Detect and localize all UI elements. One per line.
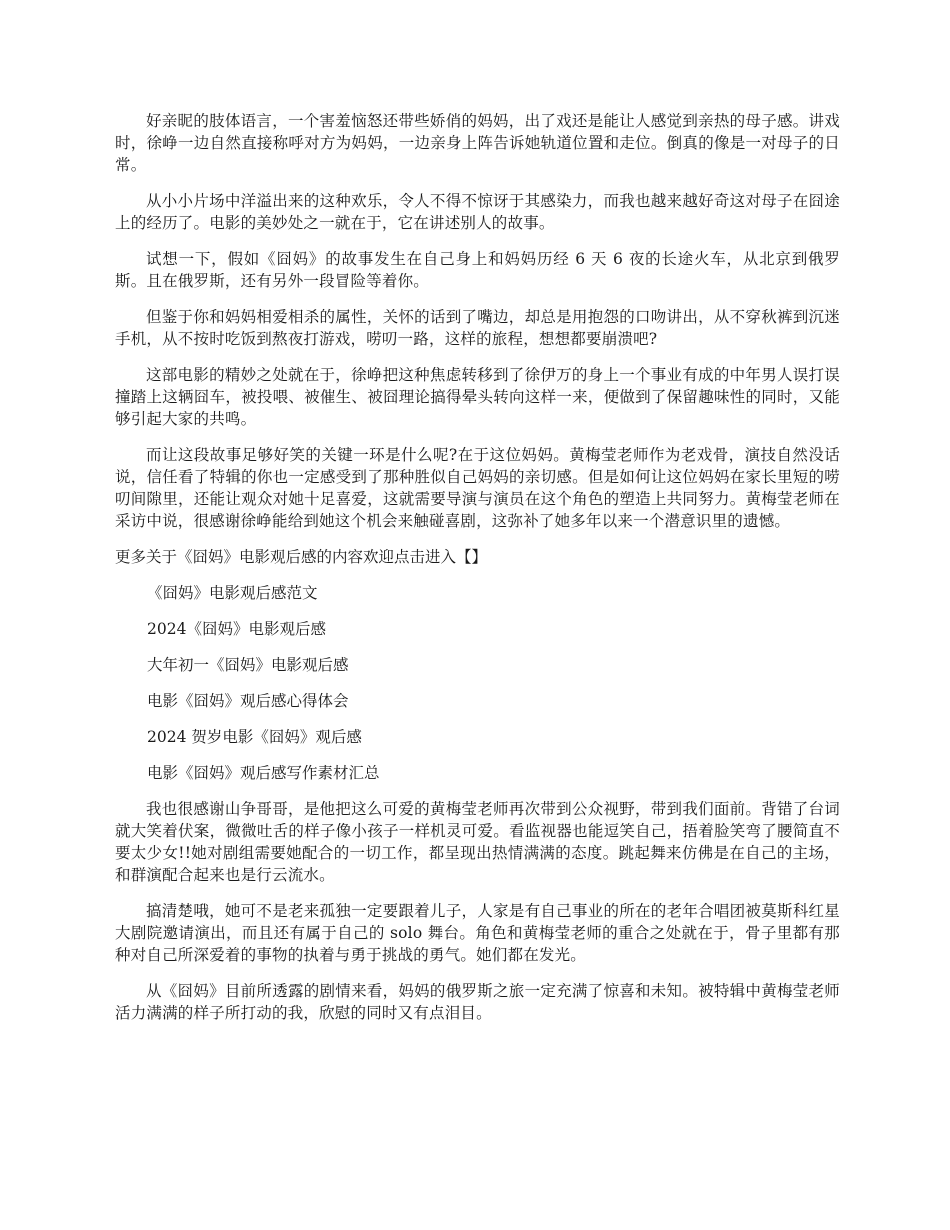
paragraph: 我也很感谢山争哥哥，是他把这么可爱的黄梅莹老师再次带到公众视野，带到我们面前。背错了台词就大笑着伏案，微微吐舌的样子像小孩子一样机灵可爱。看监视器也能逗笑自己，捂着脸笑弯了腰简直不要太少女!!她对剧组需要她配合的一切工作，都呈现出热情满满的态度。跳起舞来仿佛是在自己的主场，和群演配合起来也是行云流水。 <box>115 800 840 884</box>
more-articles-prompt: 更多关于《囧妈》电影观后感的内容欢迎点击进入【】 <box>115 548 488 566</box>
paragraph: 而让这段故事足够好笑的关键一环是什么呢?在于这位妈妈。黄梅莹老师作为老戏骨，演技自然没话说，信任看了特辑的你也一定感受到了那种胜似自己妈妈的亲切感。但是如何让这位妈妈在家长里短的唠叨间隙里，还能让观众对她十足喜爱，这就需要导演与演员在这个角色的塑造上共同努力。黄梅莹老师在采访中说，很感谢徐峥能给到她这个机会来触碰喜剧，这弥补了她多年以来一个潜意识里的遗憾。 <box>115 446 840 530</box>
paragraph: 从《囧妈》目前所透露的剧情来看，妈妈的俄罗斯之旅一定充满了惊喜和未知。被特辑中黄梅莹老师活力满满的样子所打动的我，欣慰的同时又有点泪目。 <box>115 982 840 1022</box>
paragraph: 搞清楚哦，她可不是老来孤独一定要跟着儿子，人家是有自己事业的所在的老年合唱团被莫斯科红星大剧院邀请演出，而且还有属于自己的 solo 舞台。角色和黄梅莹老师的重合之处就在于，骨子里都有那种对自己所深爱着的事物的执着与勇于挑战的勇气。她们都在发光。 <box>115 902 840 964</box>
related-links-list <box>115 582 840 784</box>
paragraph: 这部电影的精妙之处就在于，徐峥把这种焦虑转移到了徐伊万的身上一个事业有成的中年男人误打误撞踏上这辆囧车，被投喂、被催生、被囧理论搞得晕头转向这样一来，便做到了保留趣味性的同时，又能够引起大家的共鸣。 <box>115 366 840 428</box>
related-link[interactable]: 电影《囧妈》观后感心得体会 <box>147 692 349 710</box>
related-link[interactable]: 大年初一《囧妈》电影观后感 <box>147 656 349 674</box>
paragraph: 好亲昵的肢体语言，一个害羞恼怒还带些娇俏的妈妈，出了戏还是能让人感觉到亲热的母子感。讲戏时，徐峥一边自然直接称呼对方为妈妈，一边亲身上阵告诉她轨道位置和走位。倒真的像是一对母子的日常。 <box>115 112 840 174</box>
related-link[interactable]: 2024《囧妈》电影观后感 <box>147 620 326 638</box>
paragraph: 从小小片场中洋溢出来的这种欢乐，令人不得不惊讶于其感染力，而我也越来越好奇这对母子在囧途上的经历了。电影的美妙处之一就在于，它在讲述别人的故事。 <box>115 192 840 232</box>
related-link[interactable]: 《囧妈》电影观后感范文 <box>147 584 318 602</box>
article-body <box>115 110 840 1038</box>
paragraph: 试想一下，假如《囧妈》的故事发生在自己身上和妈妈历经 6 天 6 夜的长途火车，从北京到俄罗斯。且在俄罗斯，还有另外一段冒险等着你。 <box>115 250 840 290</box>
related-link[interactable]: 2024 贺岁电影《囧妈》观后感 <box>147 728 362 746</box>
paragraph: 但鉴于你和妈妈相爱相杀的属性，关怀的话到了嘴边，却总是用抱怨的口吻讲出，从不穿秋裤到沉迷手机，从不按时吃饭到熬夜打游戏，唠叨一路，这样的旅程，想想都要崩溃吧? <box>115 308 840 348</box>
related-link[interactable]: 电影《囧妈》观后感写作素材汇总 <box>147 764 380 782</box>
